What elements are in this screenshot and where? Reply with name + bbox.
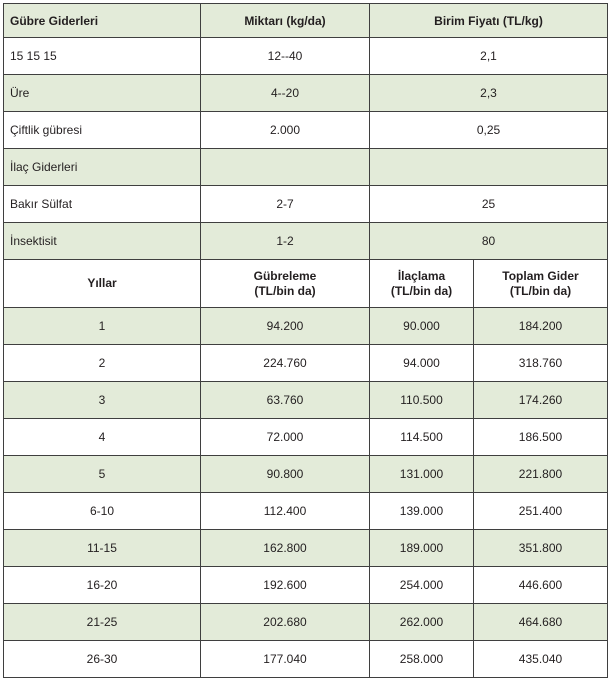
years-cell: 1 [4,308,201,345]
cost-item-cell: Üre [4,75,201,112]
total-cost-cell: 174.260 [474,382,608,419]
fertilization-cell: 202.680 [201,604,370,641]
table-row [4,604,608,641]
unit-price-cell: 25 [370,186,608,223]
amount-cell [201,149,370,186]
total-cost-cell: 221.800 [474,456,608,493]
fertilizer-pesticide-cost-table [3,3,608,260]
cost-item-cell: Çiftlik gübresi [4,112,201,149]
header-amount: Miktarı (kg/da) [201,4,370,38]
years-cell: 6-10 [4,493,201,530]
table-row [4,308,608,345]
amount-cell: 2.000 [201,112,370,149]
header-total-cost: Toplam Gider (TL/bin da) [474,260,608,308]
table-row [4,186,608,223]
years-cell: 21-25 [4,604,201,641]
header-years: Yıllar [4,260,201,308]
fertilization-cell: 177.040 [201,641,370,678]
spraying-cell: 254.000 [370,567,474,604]
unit-price-cell: 80 [370,223,608,260]
spraying-cell: 189.000 [370,530,474,567]
header-spraying: İlaçlama (TL/bin da) [370,260,474,308]
table-row [4,223,608,260]
spraying-cell: 110.500 [370,382,474,419]
spraying-cell: 114.500 [370,419,474,456]
years-cell: 16-20 [4,567,201,604]
spraying-cell: 139.000 [370,493,474,530]
cost-item-cell: İlaç Giderleri [4,149,201,186]
header-unit-price: Birim Fiyatı (TL/kg) [370,4,608,38]
spraying-cell: 258.000 [370,641,474,678]
total-cost-cell: 186.500 [474,419,608,456]
spraying-cell: 94.000 [370,345,474,382]
cost-item-cell: 15 15 15 [4,38,201,75]
amount-cell: 1-2 [201,223,370,260]
table-row [4,112,608,149]
years-cell: 26-30 [4,641,201,678]
unit-price-cell: 0,25 [370,112,608,149]
fertilization-cell: 162.800 [201,530,370,567]
years-cell: 5 [4,456,201,493]
spraying-cell: 131.000 [370,456,474,493]
amount-cell: 4--20 [201,75,370,112]
fertilization-cell: 94.200 [201,308,370,345]
cost-item-cell: İnsektisit [4,223,201,260]
amount-cell: 2-7 [201,186,370,223]
total-cost-cell: 251.400 [474,493,608,530]
total-cost-cell: 464.680 [474,604,608,641]
table-row [4,456,608,493]
table-row [4,419,608,456]
years-cell: 3 [4,382,201,419]
total-cost-cell: 435.040 [474,641,608,678]
table-row [4,530,608,567]
table-row [4,75,608,112]
total-cost-cell: 351.800 [474,530,608,567]
unit-price-cell [370,149,608,186]
fertilization-cell: 72.000 [201,419,370,456]
table-row [4,345,608,382]
document [3,3,607,678]
table-header-row [4,4,608,38]
table-row [4,38,608,75]
amount-cell: 12--40 [201,38,370,75]
total-cost-cell: 184.200 [474,308,608,345]
fertilization-cell: 63.760 [201,382,370,419]
table-row [4,641,608,678]
table-row [4,382,608,419]
fertilization-cell: 224.760 [201,345,370,382]
total-cost-cell: 446.600 [474,567,608,604]
header-fertilizer-costs: Gübre Giderleri [4,4,201,38]
years-cell: 11-15 [4,530,201,567]
fertilization-cell: 90.800 [201,456,370,493]
yearly-cost-table [3,259,608,678]
years-cell: 4 [4,419,201,456]
unit-price-cell: 2,3 [370,75,608,112]
fertilization-cell: 112.400 [201,493,370,530]
spraying-cell: 262.000 [370,604,474,641]
total-cost-cell: 318.760 [474,345,608,382]
table-row [4,567,608,604]
fertilization-cell: 192.600 [201,567,370,604]
cost-item-cell: Bakır Sülfat [4,186,201,223]
unit-price-cell: 2,1 [370,38,608,75]
table-row [4,149,608,186]
header-fertilization: Gübreleme (TL/bin da) [201,260,370,308]
spraying-cell: 90.000 [370,308,474,345]
years-cell: 2 [4,345,201,382]
table-header-row [4,260,608,308]
table-row [4,493,608,530]
